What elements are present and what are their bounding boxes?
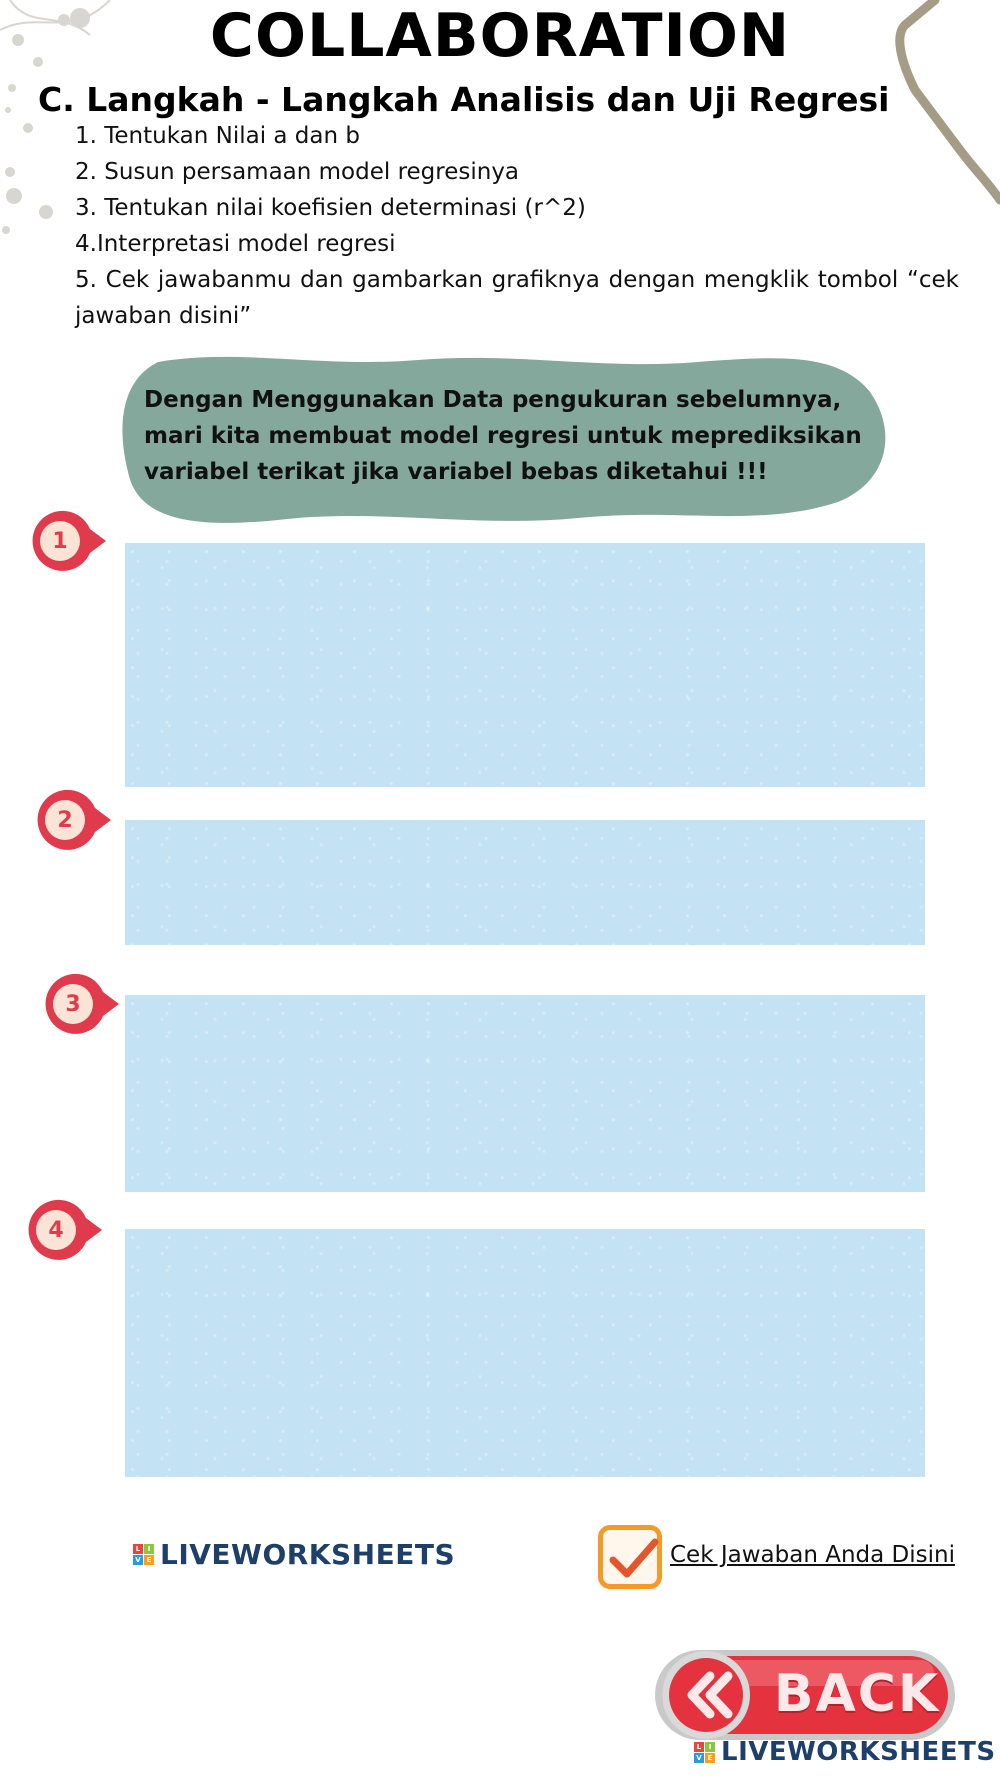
answer-field-1[interactable] — [125, 543, 925, 787]
step-marker-1 — [28, 509, 108, 573]
logo-text: LIVEWORKSHEETS — [721, 1737, 996, 1767]
check-answer-button[interactable] — [598, 1525, 662, 1589]
checkmark-icon — [607, 1536, 659, 1582]
step-item: 3. Tentukan nilai koefisien determinasi (r^2) — [75, 195, 586, 221]
answer-field-3[interactable] — [125, 995, 925, 1192]
marker-number: 3 — [65, 991, 81, 1017]
step-marker-4 — [24, 1198, 104, 1262]
logo-grid-icon: L I V E — [133, 1544, 154, 1565]
step-item: 2. Susun persamaan model regresinya — [75, 159, 520, 185]
step-item: 4.Interpretasi model regresi — [75, 231, 396, 257]
steps-list — [75, 118, 959, 334]
marker-number: 4 — [48, 1217, 64, 1243]
logo-text: LIVEWORKSHEETS — [160, 1538, 456, 1571]
marker-number: 1 — [52, 528, 68, 554]
liveworksheets-logo — [133, 1538, 455, 1571]
answer-field-4[interactable] — [125, 1229, 925, 1477]
step-item: 1. Tentukan Nilai a dan b — [75, 123, 360, 149]
callout-text: Dengan Menggunakan Data pengukuran sebelumnya, mari kita membuat model regresi untuk meprediksikan variabel terikat jika variabel bebas diketahui !!! — [144, 387, 862, 485]
answer-field-2[interactable] — [125, 820, 925, 945]
logo-grid-icon: L I V E — [694, 1742, 715, 1763]
page-title: COLLABORATION — [209, 1, 791, 71]
back-label: BACK — [773, 1664, 941, 1724]
marker-number: 2 — [57, 807, 73, 833]
step-item: 5. Cek jawabanmu dan gambarkan grafiknya dengan mengklik tombol “cek jawaban disini” — [75, 267, 959, 329]
check-answer-link[interactable]: Cek Jawaban Anda Disini — [670, 1542, 955, 1568]
section-subtitle: C. Langkah - Langkah Analisis dan Uji Regresi — [38, 80, 890, 119]
liveworksheets-logo-bottom — [694, 1737, 996, 1767]
back-button[interactable] — [652, 1640, 958, 1748]
instruction-callout — [118, 352, 890, 528]
step-marker-3 — [41, 972, 121, 1036]
step-marker-2 — [33, 788, 113, 852]
